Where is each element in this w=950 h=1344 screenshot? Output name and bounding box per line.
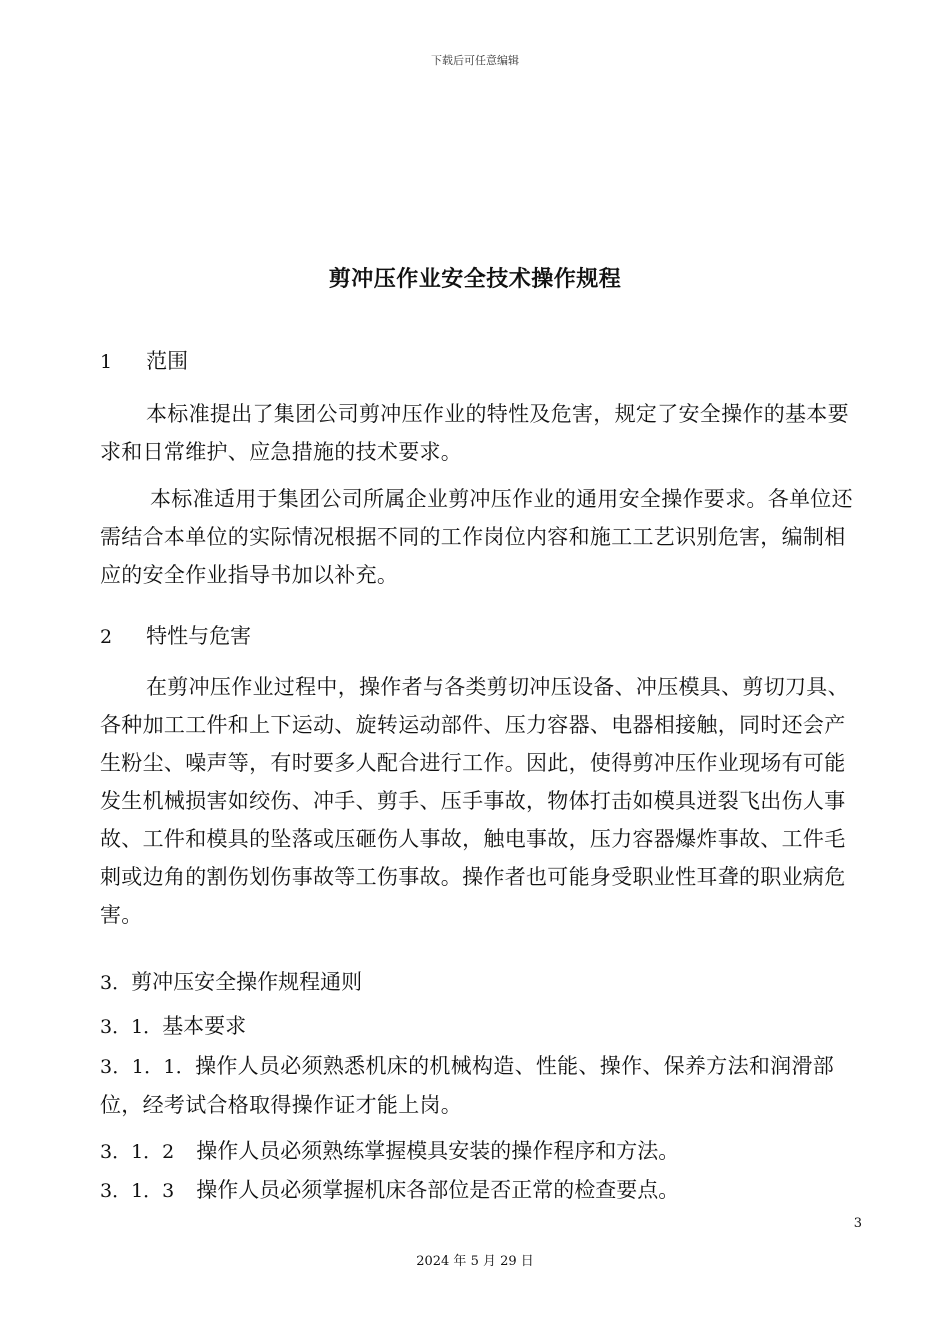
clause-text: 操作人员必须掌握机床各部位是否正常的检查要点。 xyxy=(196,1178,680,1202)
clause-3-1-3 xyxy=(100,1174,679,1204)
paragraph-scope-2: 本标准适用于集团公司所属企业剪冲压作业的通用安全操作要求。各单位还需结合本单位的实际情况根据不同的工作岗位内容和施工工艺识别危害，编制相应的安全作业指导书加以补充。 xyxy=(100,487,853,587)
section-number: 3． xyxy=(100,972,132,994)
section-title: 基本要求 xyxy=(162,1014,247,1038)
clause-3-1-2 xyxy=(100,1135,679,1165)
section-3-heading xyxy=(100,966,362,996)
page-number: 3 xyxy=(853,1216,862,1231)
section-number: 3．1． xyxy=(100,1016,163,1038)
clause-text: 操作人员必须熟练掌握模具安装的操作程序和方法。 xyxy=(196,1139,680,1163)
paragraph-scope-1: 本标准提出了集团公司剪冲压作业的特性及危害，规定了安全操作的基本要求和日常维护、应急措施的技术要求。 xyxy=(100,402,849,464)
footer-date: 2024 年 5 月 29 日 xyxy=(416,1254,534,1269)
clause-number: 3．1．2 xyxy=(100,1141,175,1163)
paragraph-hazards: 在剪冲压作业过程中，操作者与各类剪切冲压设备、冲压模具、剪切刀具、各种加工工件和上下运动、旋转运动部件、压力容器、电器相接触，同时还会产生粉尘、噪声等，有时要多人配合进行工作。因此，使得剪冲压作业现场有可能发生机械损害如绞伤、冲手、剪手、压手事故，物体打击如模具迸裂飞出伤人事故、工件和模具的坠落或压砸伤人事故，触电事故，压力容器爆炸事故、工件毛刺或边角的割伤划伤事故等工伤事故。操作者也可能身受职业性耳聋的职业病危害。 xyxy=(100,675,849,927)
section-1-heading xyxy=(100,345,188,375)
section-number: 2 xyxy=(100,626,113,648)
section-2-heading xyxy=(100,620,251,650)
section-3-1-heading xyxy=(100,1010,246,1040)
document-title: 剪冲压作业安全技术操作规程 xyxy=(328,267,622,292)
section-title: 范围 xyxy=(146,349,189,373)
clause-text: 操作人员必须熟悉机床的机械构造、性能、操作、保养方法和润滑部位，经考试合格取得操作证才能上岗。 xyxy=(100,1054,835,1117)
section-title: 剪冲压安全操作规程通则 xyxy=(131,970,363,994)
section-number: 1 xyxy=(100,351,113,373)
section-title: 特性与危害 xyxy=(146,624,252,648)
clause-number: 3．1．3 xyxy=(100,1180,175,1202)
header-note: 下载后可任意编辑 xyxy=(431,54,519,67)
clause-3-1-1 xyxy=(100,1047,862,1124)
clause-number: 3．1．1． xyxy=(100,1056,196,1078)
